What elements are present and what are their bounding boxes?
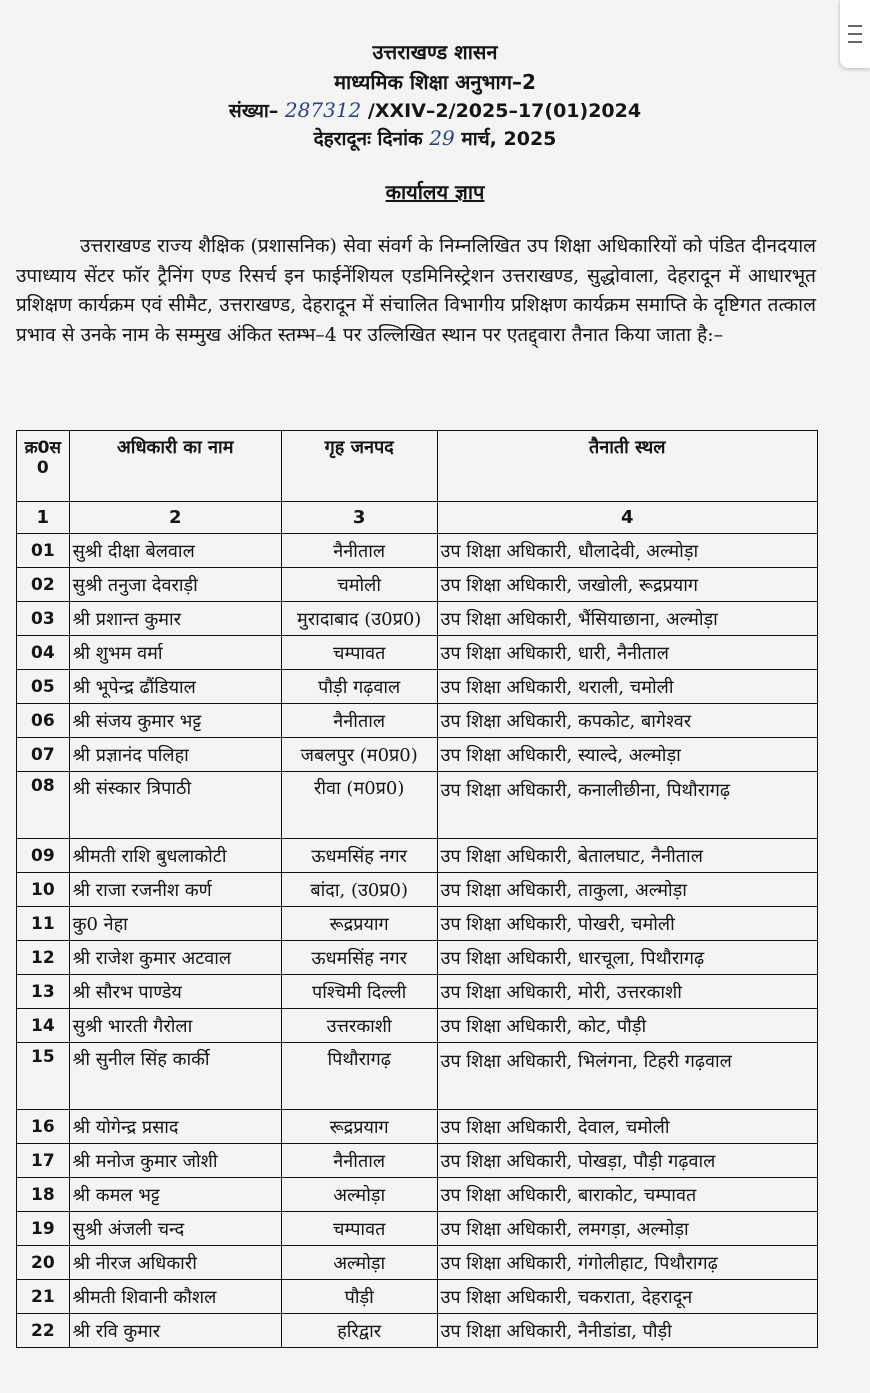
date-prefix: देहरादूनः दिनांक [313,128,423,150]
reference-handwritten: 287312 [284,98,362,122]
name-cell: श्री मनोज कुमार जोशी [69,1144,281,1178]
table-header-row [17,431,818,502]
column-number: 1 [17,502,70,534]
district-cell: अल्मोड़ा [281,1246,437,1280]
posting-cell: उप शिक्षा अधिकारी, बेतालघाट, नैनीताल [437,839,818,873]
table-row [17,1144,818,1178]
name-cell: सुश्री दीक्षा बेलवाल [69,534,281,568]
reference-prefix: संख्या– [228,100,279,122]
serial-cell: 07 [17,738,70,772]
table-row [17,907,818,941]
document-date [0,125,870,151]
serial-cell: 22 [17,1314,70,1348]
name-cell: श्री प्रज्ञानंद पलिहा [69,738,281,772]
district-cell: बांदा, (उ0प्र0) [281,873,437,907]
table-row [17,1212,818,1246]
posting-cell: उप शिक्षा अधिकारी, पोखरी, चमोली [437,907,818,941]
posting-cell: उप शिक्षा अधिकारी, गंगोलीहाट, पिथौरागढ़ [437,1246,818,1280]
posting-cell: उप शिक्षा अधिकारी, भिलंगना, टिहरी गढ़वाल [437,1043,818,1110]
header-posting: तैनाती स्थल [437,431,818,502]
serial-cell: 15 [17,1043,70,1110]
table-row [17,975,818,1009]
table-row [17,1009,818,1043]
table-row [17,1314,818,1348]
column-number-row [17,502,818,534]
posting-cell: उप शिक्षा अधिकारी, पोखड़ा, पौड़ी गढ़वाल [437,1144,818,1178]
name-cell: सुश्री भारती गैरोला [69,1009,281,1043]
district-cell: चमोली [281,568,437,602]
serial-cell: 16 [17,1110,70,1144]
serial-cell: 06 [17,704,70,738]
header-serial: क्र0स0 [17,431,70,502]
section-heading: माध्यमिक शिक्षा अनुभाग–2 [334,70,536,94]
name-cell: श्री कमल भट्ट [69,1178,281,1212]
body-paragraph: उत्तराखण्ड राज्य शैक्षिक (प्रशासनिक) सेवा संवर्ग के निम्नलिखित उप शिक्षा अधिकारियों को पंडित दीनदयाल उपाध्याय सेंटर फॉर ट्रैनिंग एण्ड रिसर्च इन फाईनेंशियल एडमिनिस्ट्रेशन उत्तराखण्ड, सुद्धोवाला, देहरादून में आधारभूत प्रशिक्षण कार्यक्रम एवं सीमैट, उत्तराखण्ड, देहरादून में संचालित विभागीय प्रशिक्षण कार्यक्रम समाप्ति के दृष्टिगत तत्काल प्रभाव से उनके नाम के सम्मुख अंकित स्तम्भ–4 पर उल्लिखित स्थान पर एतद्द्वारा तैनात किया जाता है:– [16,235,816,346]
serial-cell: 04 [17,636,70,670]
district-cell: नैनीताल [281,1144,437,1178]
table-row [17,839,818,873]
posting-cell: उप शिक्षा अधिकारी, कपकोट, बागेश्वर [437,704,818,738]
serial-cell: 01 [17,534,70,568]
name-cell: श्री संजय कुमार भट्ट [69,704,281,738]
table-row [17,873,818,907]
serial-cell: 17 [17,1144,70,1178]
table-row [17,772,818,839]
name-cell: श्रीमती शिवानी कौशल [69,1280,281,1314]
table-row [17,738,818,772]
serial-cell: 02 [17,568,70,602]
serial-cell: 12 [17,941,70,975]
serial-cell: 05 [17,670,70,704]
table-row [17,1178,818,1212]
government-heading: उत्तराखण्ड शासन [372,40,498,64]
district-cell: नैनीताल [281,534,437,568]
serial-cell: 10 [17,873,70,907]
header-name: अधिकारी का नाम [69,431,281,502]
name-cell: कु0 नेहा [69,907,281,941]
posting-cell: उप शिक्षा अधिकारी, ताकुला, अल्मोड़ा [437,873,818,907]
posting-cell: उप शिक्षा अधिकारी, भैंसियाछाना, अल्मोड़ा [437,602,818,636]
posting-cell: उप शिक्षा अधिकारी, नैनीडांडा, पौड़ी [437,1314,818,1348]
posting-cell: उप शिक्षा अधिकारी, मोरी, उत्तरकाशी [437,975,818,1009]
reference-number [0,97,870,123]
district-cell: ऊधमसिंह नगर [281,839,437,873]
name-cell: श्री राजेश कुमार अटवाल [69,941,281,975]
serial-cell: 08 [17,772,70,839]
column-number: 2 [69,502,281,534]
posting-cell: उप शिक्षा अधिकारी, स्याल्दे, अल्मोड़ा [437,738,818,772]
table-row [17,534,818,568]
column-number: 4 [437,502,818,534]
serial-cell: 13 [17,975,70,1009]
district-cell: हरिद्वार [281,1314,437,1348]
district-cell: अल्मोड़ा [281,1178,437,1212]
table-row [17,1110,818,1144]
name-cell: श्री सौरभ पाण्डेय [69,975,281,1009]
district-cell: रूद्रप्रयाग [281,907,437,941]
serial-cell: 09 [17,839,70,873]
posting-cell: उप शिक्षा अधिकारी, धारचूला, पिथौरागढ़ [437,941,818,975]
serial-cell: 03 [17,602,70,636]
name-cell: सुश्री अंजली चन्द [69,1212,281,1246]
serial-cell: 21 [17,1280,70,1314]
name-cell: श्री योगेन्द्र प्रसाद [69,1110,281,1144]
posting-table [16,430,818,1348]
district-cell: नैनीताल [281,704,437,738]
district-cell: चम्पावत [281,1212,437,1246]
posting-cell: उप शिक्षा अधिकारी, धौलादेवी, अल्मोड़ा [437,534,818,568]
district-cell: पश्चिमी दिल्ली [281,975,437,1009]
date-suffix: मार्च, 2025 [461,128,557,150]
serial-cell: 14 [17,1009,70,1043]
table-row [17,941,818,975]
name-cell: श्री प्रशान्त कुमार [69,602,281,636]
name-cell: श्रीमती राशि बुधलाकोटी [69,839,281,873]
posting-cell: उप शिक्षा अधिकारी, कोट, पौड़ी [437,1009,818,1043]
document-title: कार्यालय ज्ञाप [385,180,485,204]
district-cell: जबलपुर (म0प्र0) [281,738,437,772]
serial-cell: 20 [17,1246,70,1280]
name-cell: श्री सुनील सिंह कार्की [69,1043,281,1110]
district-cell: रूद्रप्रयाग [281,1110,437,1144]
district-cell: मुरादाबाद (उ0प्र0) [281,602,437,636]
table-row [17,670,818,704]
posting-cell: उप शिक्षा अधिकारी, देवाल, चमोली [437,1110,818,1144]
table-row [17,568,818,602]
posting-cell: उप शिक्षा अधिकारी, चकराता, देहरादून [437,1280,818,1314]
posting-cell: उप शिक्षा अधिकारी, कनालीछीना, पिथौरागढ़ [437,772,818,839]
reference-suffix: /XXIV–2/2025–17(01)2024 [367,100,642,122]
posting-cell: उप शिक्षा अधिकारी, धारी, नैनीताल [437,636,818,670]
district-cell: पौड़ी [281,1280,437,1314]
date-handwritten: 29 [429,126,455,150]
serial-cell: 19 [17,1212,70,1246]
posting-cell: उप शिक्षा अधिकारी, थराली, चमोली [437,670,818,704]
name-cell: श्री संस्कार त्रिपाठी [69,772,281,839]
district-cell: पिथौरागढ़ [281,1043,437,1110]
name-cell: श्री भूपेन्द्र ढौंडियाल [69,670,281,704]
serial-cell: 11 [17,907,70,941]
table-row [17,1043,818,1110]
name-cell: श्री शुभम वर्मा [69,636,281,670]
district-cell: उत्तरकाशी [281,1009,437,1043]
name-cell: श्री रवि कुमार [69,1314,281,1348]
table-row [17,1280,818,1314]
name-cell: सुश्री तनुजा देवराड़ी [69,568,281,602]
serial-cell: 18 [17,1178,70,1212]
table-row [17,602,818,636]
name-cell: श्री राजा रजनीश कर्ण [69,873,281,907]
column-number: 3 [281,502,437,534]
table-row [17,1246,818,1280]
posting-cell: उप शिक्षा अधिकारी, जखोली, रूद्रप्रयाग [437,568,818,602]
district-cell: चम्पावत [281,636,437,670]
posting-cell: उप शिक्षा अधिकारी, लमगड़ा, अल्मोड़ा [437,1212,818,1246]
district-cell: पौड़ी गढ़वाल [281,670,437,704]
header-district: गृह जनपद [281,431,437,502]
table-row [17,704,818,738]
name-cell: श्री नीरज अधिकारी [69,1246,281,1280]
district-cell: रीवा (म0प्र0) [281,772,437,839]
posting-cell: उप शिक्षा अधिकारी, बाराकोट, चम्पावत [437,1178,818,1212]
district-cell: ऊधमसिंह नगर [281,941,437,975]
table-row [17,636,818,670]
